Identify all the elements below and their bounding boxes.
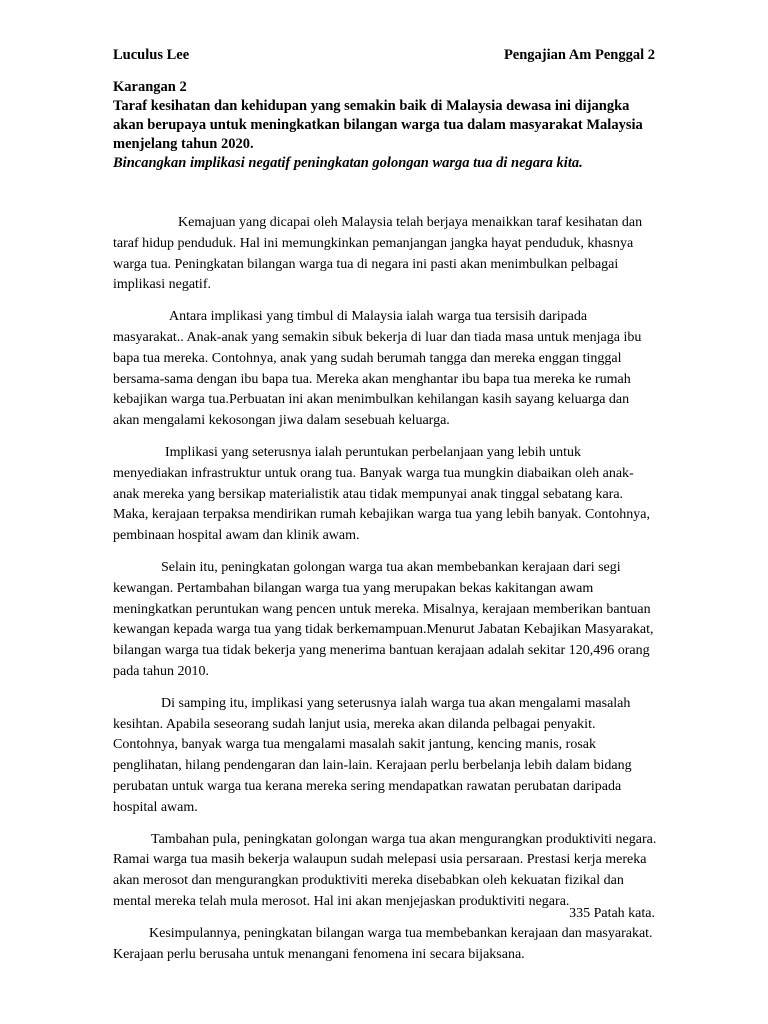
essay-label: Karangan 2 <box>113 79 187 95</box>
paragraph-6: Tambahan pula, peningkatan golongan warga tua akan mengurangkan produktiviti negara. Ramai warga tua masih bekerja walaupun sudah melepasi usia persaraan. Prestasi kerja mereka akan merosot dan mengurangkan produktiviti mereka disebabkan oleh kekuatan fizikal dan mental mereka telah mula merosot. Hal ini akan menjejaskan produktiviti negara. <box>113 831 657 909</box>
paragraph-2: Antara implikasi yang timbul di Malaysia ialah warga tua tersisih daripada masyarakat.. Anak-anak yang semakin sibuk bekerja di luar dan tiada masa untuk menjaga ibu bapa tua mereka. Contohnya, anak yang sudah berumah tangga dan mereka enggan tinggal bersama-sama dengan ibu bapa tua. Mereka akan menghantar ibu bapa tua mereka ke rumah kebajikan warga tua.Perbuatan ini akan menimbulkan kehilangan kasih sayang keluarga dan akan mengalami kekosongan jiwa dalam sesebuah keluarga. <box>113 309 642 429</box>
paragraph-5: Di samping itu, implikasi yang seterusnya ialah warga tua akan mengalami masalah kesihtan. Apabila seseorang sudah lanjut usia, mereka akan dilanda pelbagai penyakit. Contohnya, banyak warga tua mengalami masalah sakit jantung, kencing manis, rosak penglihatan, hilang pendengaran dan lain-lain. Kerajaan perlu berbelanja lebih dalam bidang perubatan untuk warga tua kerana mereka sering mendapatkan rawatan perubatan daripada hospital awam. <box>113 695 632 815</box>
word-count: 335 Patah kata. <box>569 906 655 921</box>
paragraph-conclusion: Kesimpulannya, peningkatan bilangan warga tua membebankan kerajaan dan masyarakat. Kerajaan perlu berusaha untuk menangani fenomena ini secara bijaksana. <box>113 925 653 962</box>
author-name: Luculus Lee <box>113 47 190 63</box>
course-name: Pengajian Am Penggal 2 <box>503 47 655 63</box>
paragraph-4: Selain itu, peningkatan golongan warga tua akan membebankan kerajaan dari segi kewangan. Pertambahan bilangan warga tua yang merupakan bekas kakitangan awam meningkatkan peruntukan wang pencen untuk mereka. Misalnya, kerajaan memberikan bantuan kewangan kepada warga tua yang tidak berkemampuan.Menurut Jabatan Kebajikan Masyarakat, bilangan warga tua tidak bekerja yang menerima bantuan kerajaan adalah sekitar 120,496 orang pada tahun 2010. <box>113 559 654 679</box>
essay-heading <box>113 78 661 173</box>
essay-title: Taraf kesihatan dan kehidupan yang semakin baik di Malaysia dewasa ini dijangka akan berupaya untuk meningkatkan bilangan warga tua dalam masyarakat Malaysia menjelang tahun 2020. <box>113 98 643 152</box>
essay-question: Bincangkan implikasi negatif peningkatan golongan warga tua di negara kita. <box>113 155 583 171</box>
paragraph-3: Implikasi yang seterusnya ialah peruntukan perbelanjaan yang lebih untuk menyediakan infrastruktur untuk orang tua. Banyak warga tua mungkin diabaikan oleh anak-anak mereka yang bersikap materialistik atau tidak mempunyai anak tinggal sebatang kara. Maka, kerajaan terpaksa mendirikan rumah kebajikan warga tua yang lebih banyak. Contohnya, pembinaan hospital awam dan klinik awam. <box>113 444 650 544</box>
essay-body <box>113 213 659 976</box>
paragraph-intro: Kemajuan yang dicapai oleh Malaysia telah berjaya menaikkan taraf kesihatan dan taraf hidup penduduk. Hal ini memungkinkan pemanjangan jangka hayat penduduk, khasnya warga tua. Peningkatan bilangan warga tua di negara ini pasti akan menimbulkan pelbagai implikasi negatif. <box>113 215 643 293</box>
